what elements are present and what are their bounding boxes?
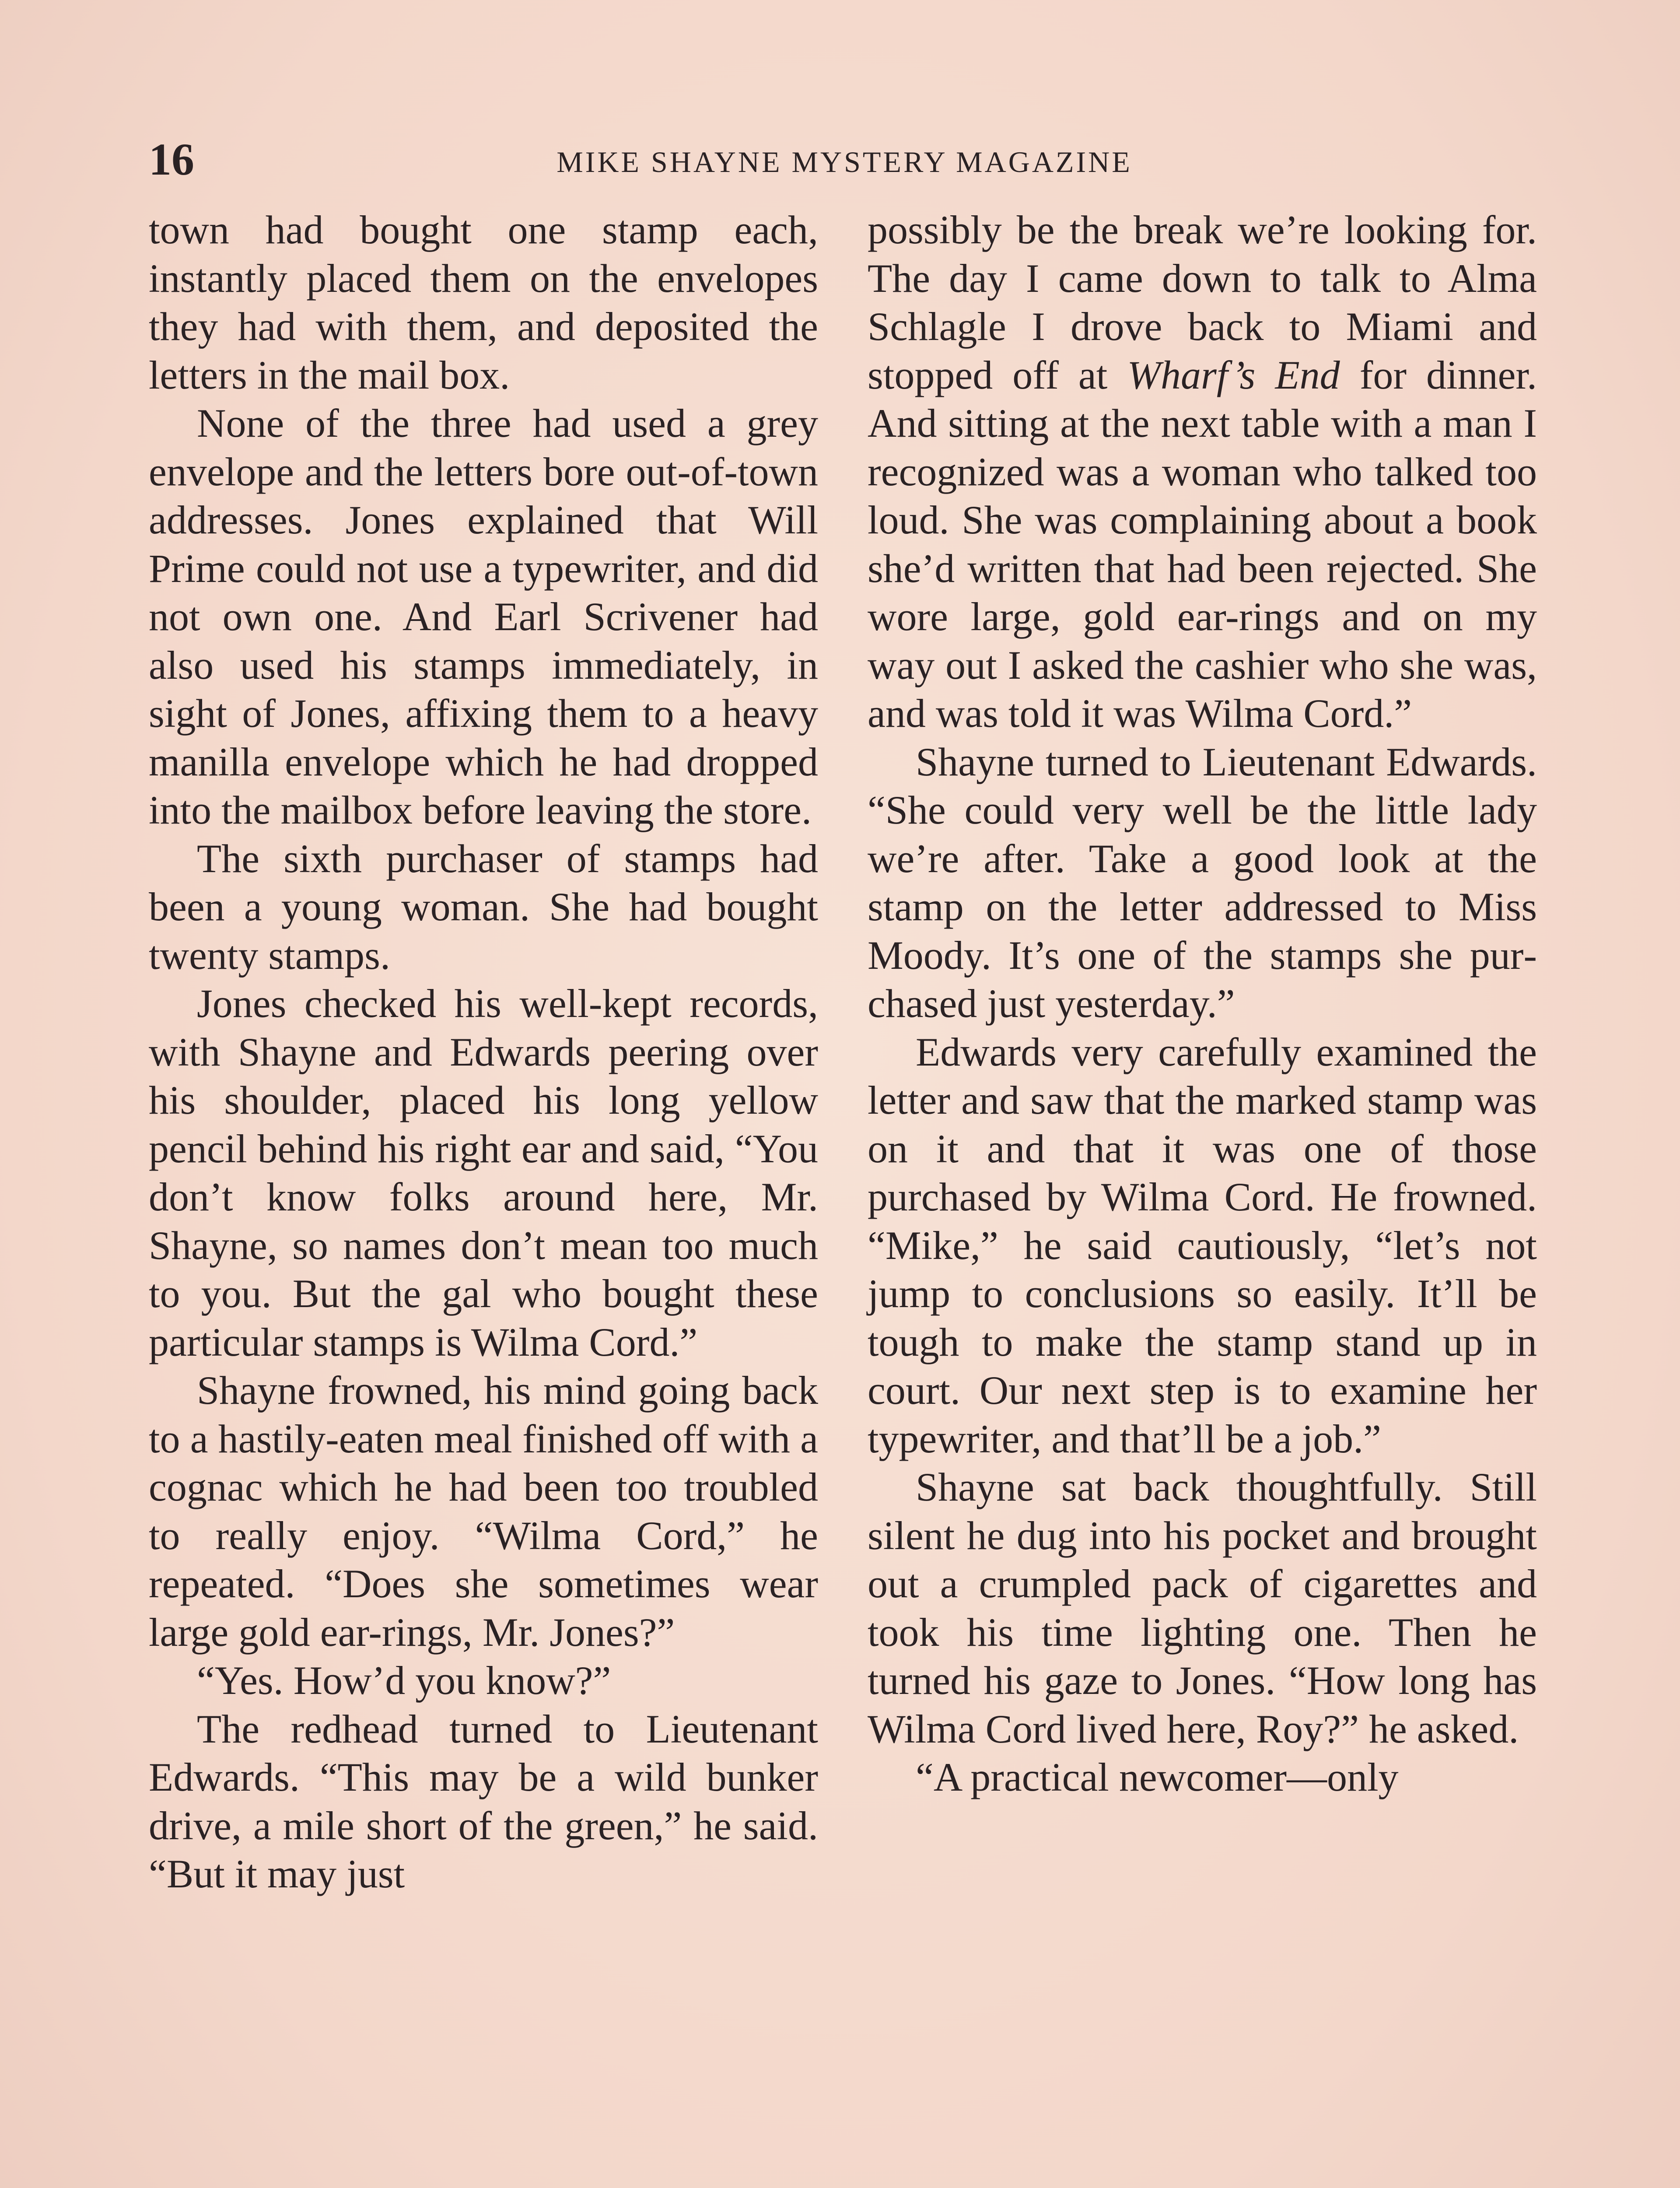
paragraph: Jones checked his well-kept records, with Shayne and Edwards peering over his shoulder, placed his long yellow pencil behind his right ear and said, “You don’t know folks around here, Mr. Shayne, so names don’t mean too much to you. But the gal who bought these particular stamps is Wilma Cord.”: [149, 981, 818, 1364]
right-text-column: [868, 206, 1537, 2184]
paragraph: “Yes. How’d you know?”: [197, 1658, 611, 1703]
paragraph: town had bought one stamp each, instantly placed them on the envelopes they had with them, and deposited the letters in the mail box.: [149, 207, 818, 397]
paragraph: Edwards very carefully examined the letter and saw that the marked stamp was on it and that it was one of those purchased by Wilma Cord. He frowned. “Mike,” he said cautiously, “let’s not jump to conclusions so easily. It’ll be tough to make the stamp stand up in court. Our next step is to examine her typewriter, and that’ll be a job.”: [868, 1029, 1537, 1461]
paragraph: Shayne sat back thoughtfully. Still silent he dug into his pocket and brought out a crumpled pack of cigarettes and took his time lighting one. Then he turned his gaze to Jones. “How long has Wilma Cord lived here, Roy?” he asked.: [868, 1465, 1537, 1751]
italic-restaurant-name: Wharf’s End: [1127, 352, 1340, 397]
running-title: MIKE SHAYNE MYSTERY MAGAZINE: [556, 145, 1132, 179]
paragraph: possibly be the break we’re looking for. The day I came down to talk to Alma Schlagle I drove back to Miami and stopped off at Wharf’s End for dinner. And sitting at the next table with a man I recognized was a woman who talked too loud. She was complaining about a book she’d written that had been rejected. She wore large, gold ear-rings and on my way out I asked the cashier who she was, and was told it was Wilma Cord.”: [868, 207, 1537, 736]
paragraph: The sixth purchaser of stamps had been a young woman. She had bought twenty stamps.: [149, 836, 818, 978]
paragraph: Shayne turned to Lieutenant Edwards. “She could very well be the little lady we’re after. Take a good look at the stamp on the letter addressed to Miss Moody. It’s one of the stamps she purchased just yesterday.”: [868, 739, 1537, 1026]
page-header: [149, 133, 1540, 186]
paragraph: None of the three had used a grey envelope and the letters bore out-of-town addresses. Jones explained that Will Prime could not use a typewriter, and did not own one. And Earl Scrivener had also used his stamps immediately, in sight of Jones, affixing them to a heavy manilla envelope which he had dropped into the mailbox before leaving the store.: [149, 401, 818, 832]
paragraph: “A practical newcomer—only: [916, 1755, 1399, 1799]
page-number: 16: [149, 134, 194, 185]
paragraph: Shayne frowned, his mind going back to a hastily-eaten meal finished off with a cognac which he had been too troubled to really enjoy. “Wilma Cord,” he repeated. “Does she sometimes wear large gold ear-rings, Mr. Jones?”: [149, 1368, 818, 1655]
left-text-column: [149, 206, 818, 2184]
paragraph: The redhead turned to Lieutenant Edwards. “This may be a wild bunker drive, a mile short of the green,” he said. “But it may just: [149, 1706, 818, 1896]
